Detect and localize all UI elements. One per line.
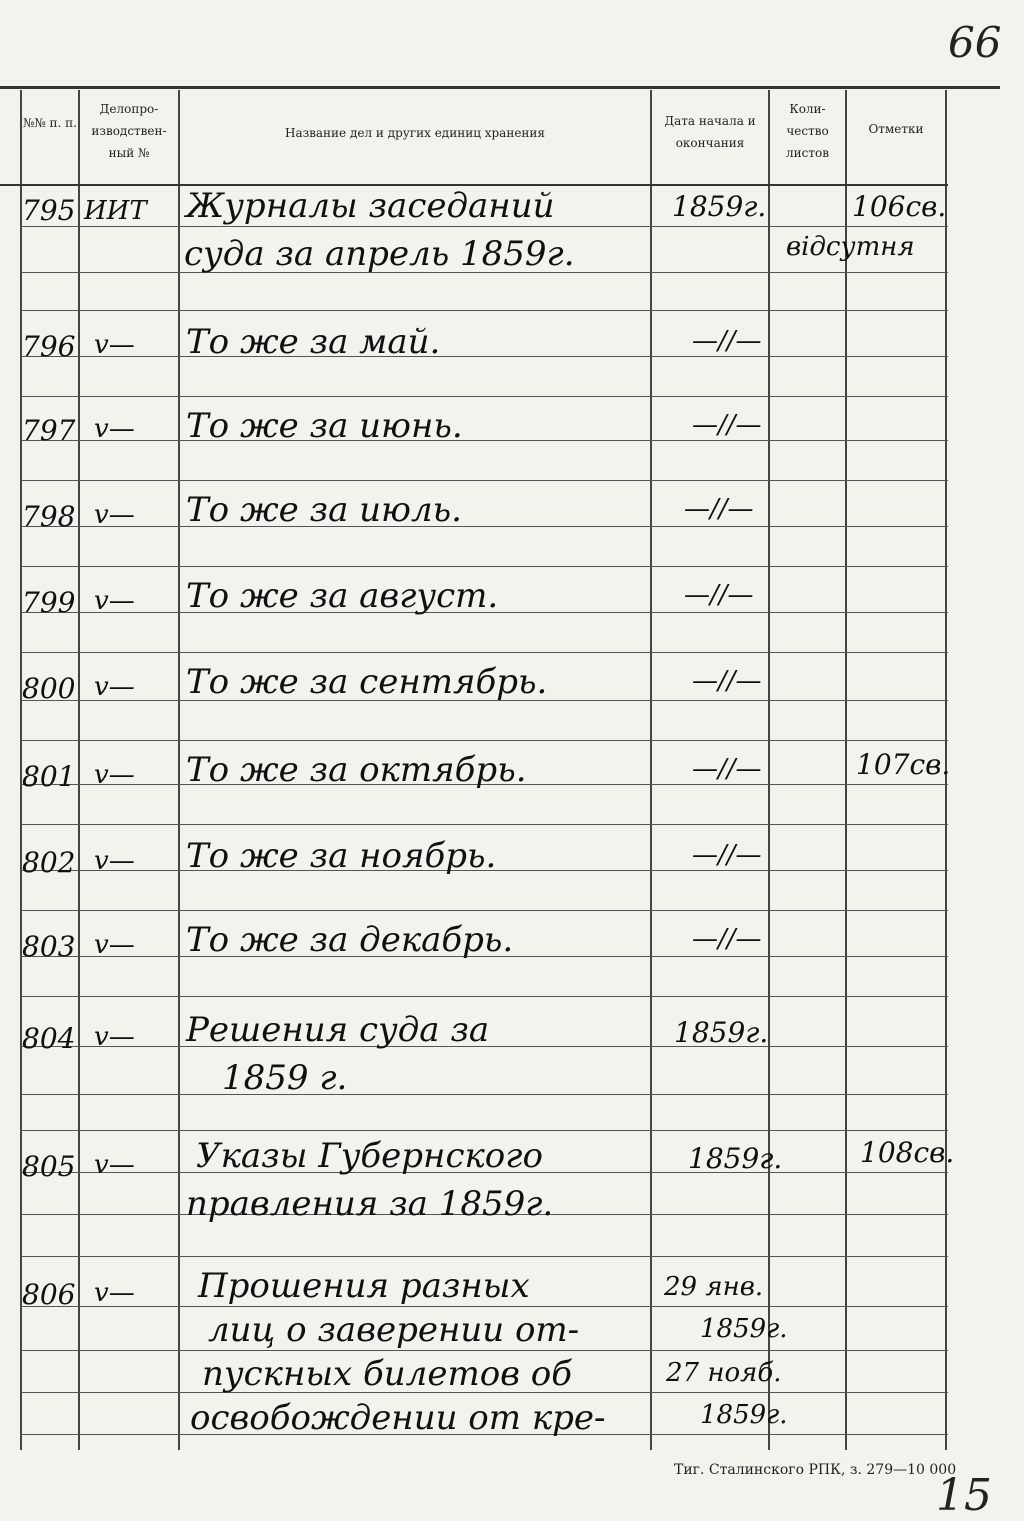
row-proc-number: v— <box>94 330 135 360</box>
row-number: 800 <box>22 672 76 705</box>
row-rule <box>20 1094 948 1095</box>
row-rule <box>20 480 948 481</box>
row-title-line: пускных билетов об <box>202 1354 572 1394</box>
row-rule <box>20 652 948 653</box>
header-title: Название дел и других единиц хранения <box>284 126 545 140</box>
row-proc-number: v— <box>94 930 135 960</box>
row-title-line: суда за апрель 1859г. <box>184 234 575 274</box>
row-number: 805 <box>22 1150 76 1183</box>
row-rule <box>20 1350 948 1351</box>
row-date-line: —//— <box>692 326 762 356</box>
row-date-line: 1859г. <box>700 1314 788 1344</box>
row-proc-number: v— <box>94 500 135 530</box>
row-date-line: 27 нояб. <box>666 1358 782 1388</box>
row-rule <box>20 1256 948 1257</box>
row-date-line: —//— <box>692 410 762 440</box>
row-date-line: 1859г. <box>674 1016 769 1049</box>
row-title-line: То же за август. <box>186 576 499 616</box>
row-number: 795 <box>22 194 76 227</box>
row-proc-number: v— <box>94 1150 135 1180</box>
print-footer: Тиг. Сталинского РПК, з. 279—10 000 <box>674 1462 957 1478</box>
row-date-line: —//— <box>692 666 762 696</box>
row-rule <box>20 996 948 997</box>
row-rule <box>20 910 948 911</box>
row-proc-number: v— <box>94 1022 135 1052</box>
column-rule <box>78 90 80 1450</box>
row-rule <box>20 310 948 311</box>
row-date-line: —//— <box>684 580 754 610</box>
row-proc-number: ИИТ <box>84 196 147 226</box>
row-rule <box>20 356 948 357</box>
row-number: 797 <box>22 414 76 447</box>
row-proc-number: v— <box>94 846 135 876</box>
row-rule <box>20 740 948 741</box>
row-number: 799 <box>22 586 76 619</box>
row-title-line: Журналы заседаний <box>186 186 555 226</box>
header-notes: Отметки <box>868 122 924 136</box>
row-date-line: 29 янв. <box>664 1272 764 1302</box>
row-date-line: —//— <box>684 494 754 524</box>
row-number: 796 <box>22 330 76 363</box>
row-date-line: 1859г. <box>672 190 767 223</box>
column-rule <box>768 90 770 1450</box>
row-title-line: То же за май. <box>186 322 441 362</box>
header-number: №№ п. п. <box>23 116 77 130</box>
row-rule <box>20 566 948 567</box>
row-proc-number: v— <box>94 586 135 616</box>
row-date-line: —//— <box>692 754 762 784</box>
row-note: 108св. <box>860 1136 955 1169</box>
row-title-line: лиц о заверении от- <box>208 1310 580 1350</box>
row-proc-number: v— <box>94 1278 135 1308</box>
row-title-line: 1859 г. <box>222 1058 348 1098</box>
annotation-absent: відсутня <box>786 232 915 262</box>
row-title-line: То же за октябрь. <box>186 750 527 790</box>
header-dates: Дата начала и окончания <box>664 114 756 150</box>
row-date-line: 1859г. <box>700 1400 788 1430</box>
page-number: 66 <box>948 18 1002 67</box>
row-rule <box>20 226 948 227</box>
row-rule <box>20 1130 948 1131</box>
corner-mark: 15 <box>936 1470 992 1521</box>
row-note: 106св. <box>852 190 947 223</box>
row-proc-number: v— <box>94 760 135 790</box>
row-date-line: 1859г. <box>688 1142 783 1175</box>
row-number: 803 <box>22 930 76 963</box>
row-date-line: —//— <box>692 924 762 954</box>
row-title-line: То же за ноябрь. <box>186 836 497 876</box>
row-title-line: Решения суда за <box>186 1010 490 1050</box>
row-rule <box>20 440 948 441</box>
row-title-line: правления за 1859г. <box>186 1184 554 1224</box>
row-proc-number: v— <box>94 414 135 444</box>
column-rule <box>178 90 180 1450</box>
header-proc-number: Делопро- изводствен- ный № <box>91 102 167 160</box>
row-title-line: То же за сентябрь. <box>186 662 548 702</box>
row-title-line: То же за июль. <box>186 490 462 530</box>
row-title-line: То же за июнь. <box>186 406 463 446</box>
row-title-line: Указы Губернского <box>196 1136 543 1176</box>
column-rule <box>845 90 847 1450</box>
row-date-line: —//— <box>692 840 762 870</box>
row-note: 107св. <box>856 748 951 781</box>
column-rule <box>650 90 652 1450</box>
row-rule <box>20 526 948 527</box>
row-title-line: Прошения разных <box>198 1266 530 1306</box>
row-number: 801 <box>22 760 76 793</box>
row-number: 806 <box>22 1278 76 1311</box>
row-rule <box>20 824 948 825</box>
row-number: 804 <box>22 1022 76 1055</box>
header-sheets: Коли- чество листов <box>786 102 829 160</box>
row-number: 798 <box>22 500 76 533</box>
row-title-line: То же за декабрь. <box>186 920 514 960</box>
row-title-line: освобождении от кре- <box>190 1398 606 1438</box>
top-rule <box>0 86 1000 89</box>
row-rule <box>20 1306 948 1307</box>
row-number: 802 <box>22 846 76 879</box>
row-rule <box>20 396 948 397</box>
row-proc-number: v— <box>94 672 135 702</box>
